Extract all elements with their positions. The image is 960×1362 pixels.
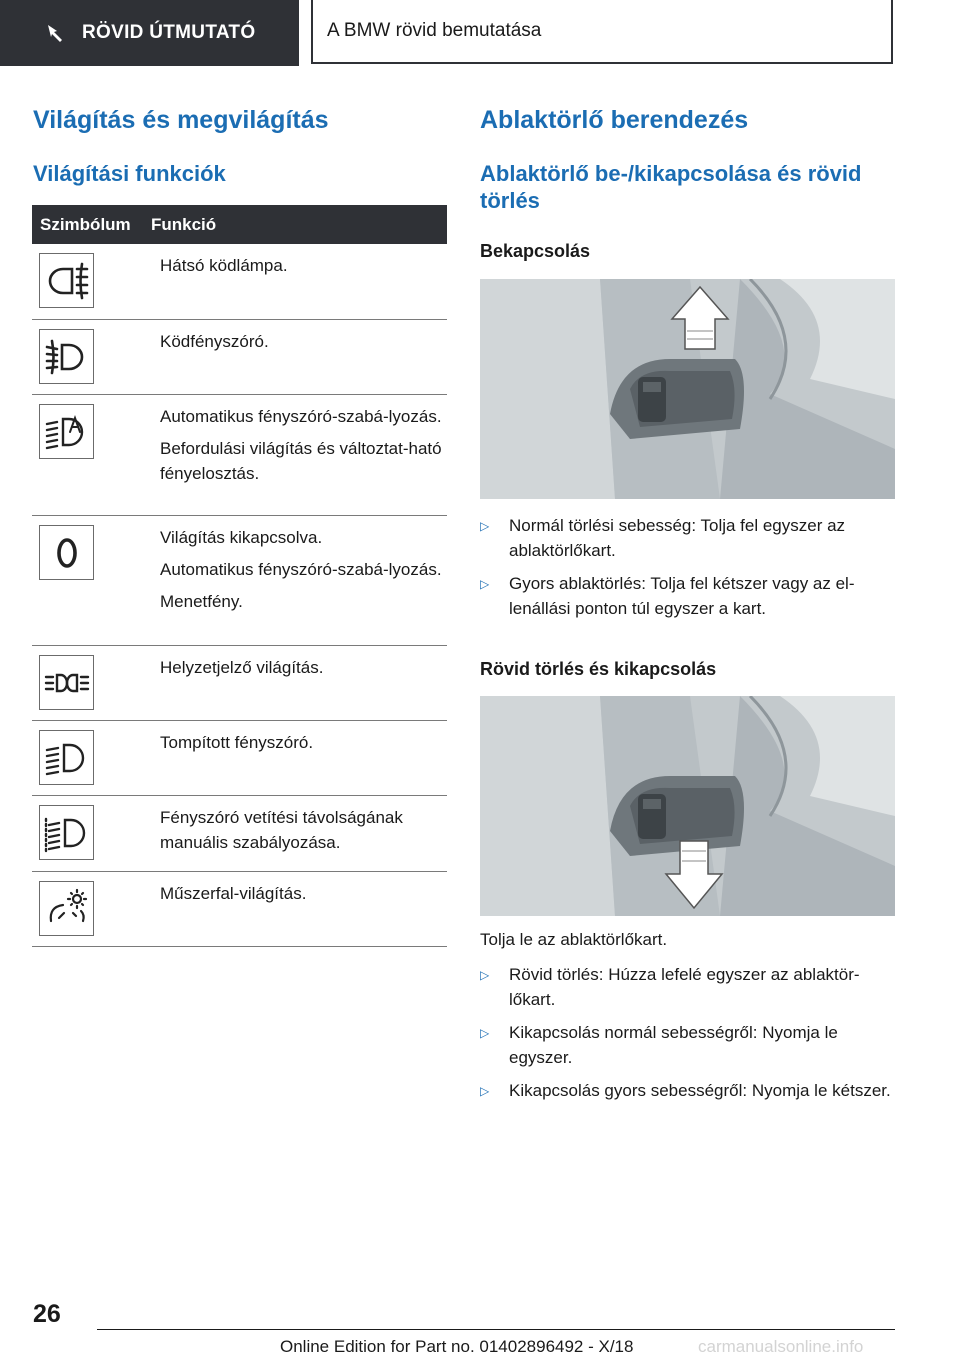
col-header-symbol: Szimbólum <box>40 214 131 234</box>
chapter-title: A BMW rövid bemutatása <box>327 20 542 41</box>
list-item <box>480 513 900 563</box>
watermark: carmanualsonline.info <box>698 1337 864 1356</box>
quick-guide-icon <box>42 20 68 46</box>
lighting-functions-subheading: Világítási funkciók <box>33 161 226 186</box>
auto-headlight-icon <box>39 404 94 459</box>
triangle-bullet-icon: ▷ <box>480 968 490 982</box>
page-number: 26 <box>33 1300 61 1328</box>
function-text: Helyzetjelző világítás. <box>160 658 324 677</box>
list-item-text: Rövid törlés: Húzza lefelé egyszer az ablaktör-lőkart. <box>509 965 860 1009</box>
table-row <box>32 320 447 395</box>
section-tab-label: RÖVID ÚTMUTATÓ <box>82 22 256 43</box>
chapter-title-box <box>311 0 893 64</box>
table-row <box>32 872 447 947</box>
lighting-functions-table <box>32 205 447 947</box>
function-text: Automatikus fényszóró-szabá-lyozás. <box>160 407 442 426</box>
short-wipe-bullets <box>480 962 900 1112</box>
triangle-bullet-icon: ▷ <box>480 1084 490 1098</box>
switch-on-bullets <box>480 513 900 629</box>
function-text: Tompított fényszóró. <box>160 733 314 752</box>
table-row <box>32 395 447 516</box>
switch-on-label: Bekapcsolás <box>480 241 591 261</box>
table-row <box>32 646 447 721</box>
list-item-text: Normál törlési sebesség: Tolja fel egyszer az ablaktörlőkart. <box>509 516 846 560</box>
table-header <box>32 205 447 244</box>
headlight-range-icon <box>39 805 94 860</box>
function-text: Fényszóró vetítési távolságának manuális szabályozása. <box>160 808 403 852</box>
table-row <box>32 516 447 646</box>
rear-fog-lamp-icon <box>39 253 94 308</box>
list-item <box>480 1078 900 1104</box>
low-beam-icon <box>39 730 94 785</box>
list-item-text: Kikapcsolás gyors sebességről: Nyomja le kétszer. <box>509 1081 891 1100</box>
col-header-function: Funkció <box>151 214 217 234</box>
parking-lights-icon <box>39 655 94 710</box>
function-text: Befordulási világítás és változtat-ható fényelosztás. <box>160 439 442 483</box>
front-fog-lamp-icon <box>39 329 94 384</box>
function-text: Világítás kikapcsolva. <box>160 528 323 547</box>
triangle-bullet-icon: ▷ <box>480 519 490 533</box>
wiper-lever-down-image <box>480 696 895 916</box>
wiper-heading: Ablaktörlő berendezés <box>480 106 749 134</box>
short-wipe-intro: Tolja le az ablaktörlőkart. <box>480 930 668 949</box>
list-item-text: Gyors ablaktörlés: Tolja fel kétszer vagy az el-lenállási ponton túl egyszer a kart. <box>509 574 855 618</box>
function-text: Műszerfal-világítás. <box>160 884 307 903</box>
wiper-lever-up-image <box>480 279 895 499</box>
function-text: Menetfény. <box>160 592 243 611</box>
function-text: Automatikus fényszóró-szabá-lyozás. <box>160 560 442 579</box>
table-row <box>32 721 447 796</box>
footer-divider <box>97 1329 895 1330</box>
table-row <box>32 796 447 872</box>
triangle-bullet-icon: ▷ <box>480 1026 490 1040</box>
list-item-text: Kikapcsolás normál sebességről: Nyomja le egyszer. <box>509 1023 838 1067</box>
edition-note: Online Edition for Part no. 01402896492 - X/18 <box>280 1337 634 1356</box>
table-row <box>32 244 447 320</box>
lighting-heading: Világítás és megvilágítás <box>33 106 329 134</box>
instrument-lighting-icon <box>39 881 94 936</box>
lights-off-icon <box>39 525 94 580</box>
list-item <box>480 1020 900 1070</box>
section-tab[interactable] <box>0 0 299 66</box>
list-item <box>480 962 900 1012</box>
short-wipe-label: Rövid törlés és kikapcsolás <box>480 659 717 679</box>
wiper-subheading: Ablaktörlő be-/kikapcsolása és rövid törlés <box>480 161 862 213</box>
function-text: Ködfényszóró. <box>160 332 269 351</box>
function-text: Hátsó ködlámpa. <box>160 256 288 275</box>
list-item <box>480 571 900 621</box>
triangle-bullet-icon: ▷ <box>480 577 490 591</box>
